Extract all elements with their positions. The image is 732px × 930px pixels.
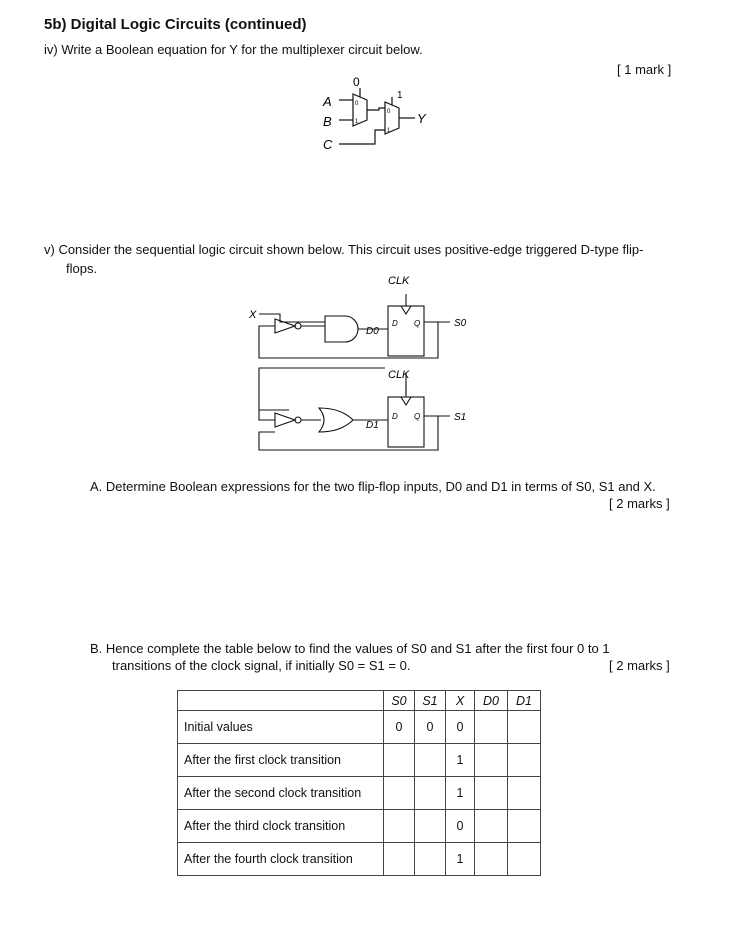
cell-x: 1 — [446, 777, 475, 810]
question-v-text-line1: v) Consider the sequential logic circuit shown below. This circuit uses positive-edge triggered D-type flip- — [44, 242, 644, 257]
row-label: Initial values — [178, 711, 384, 744]
ff1-q-pin: Q — [414, 412, 421, 421]
table-row — [178, 711, 541, 744]
table-header-x: X — [446, 691, 475, 711]
part-a-marks: [ 2 marks ] — [609, 496, 670, 511]
ff1-d-pin: D — [392, 412, 398, 421]
cell-s1[interactable]: 0 — [415, 711, 446, 744]
table-header-s0: S0 — [384, 691, 415, 711]
cell-x: 1 — [446, 843, 475, 876]
input-c-label: C — [323, 137, 333, 152]
row-label: After the second clock transition — [178, 777, 384, 810]
cell-d0[interactable] — [475, 810, 508, 843]
multiplexer-circuit — [315, 70, 440, 155]
cell-s0[interactable] — [384, 744, 415, 777]
input-b-label: B — [323, 114, 332, 129]
section-title: 5b) Digital Logic Circuits (continued) — [44, 16, 307, 33]
cell-s0[interactable] — [384, 777, 415, 810]
question-v-text-line2: flops. — [66, 261, 98, 276]
input-a-label: A — [323, 94, 332, 109]
part-b-text-line1: B. Hence complete the table below to find the values of S0 and S1 after the first four 0 to 1 — [90, 641, 610, 656]
cell-d1[interactable] — [508, 843, 541, 876]
part-a-text: A. Determine Boolean expressions for the two flip-flop inputs, D0 and D1 in terms of S0, S1 and X. — [90, 479, 656, 494]
table-header-row — [178, 691, 541, 711]
table-header-s1: S1 — [415, 691, 446, 711]
row-label: After the fourth clock transition — [178, 843, 384, 876]
sequential-circuit — [245, 270, 475, 460]
cell-s1[interactable] — [415, 810, 446, 843]
cell-s1[interactable] — [415, 843, 446, 876]
cell-s0[interactable] — [384, 843, 415, 876]
output-y-label: Y — [417, 111, 426, 126]
state-table — [177, 690, 541, 876]
mux0-port-0: 0 — [355, 101, 359, 107]
or-gate-bottom — [319, 408, 353, 432]
and-gate-top — [325, 316, 358, 342]
table-header-d1: D1 — [508, 691, 541, 711]
cell-x: 0 — [446, 810, 475, 843]
mux1-port-0: 0 — [387, 109, 391, 115]
ff0-d-pin: D — [392, 319, 398, 328]
cell-s1[interactable] — [415, 744, 446, 777]
cell-s0[interactable] — [384, 810, 415, 843]
cell-d0[interactable] — [475, 711, 508, 744]
cell-d1[interactable] — [508, 777, 541, 810]
select-label-1: 1 — [397, 90, 403, 101]
cell-d0[interactable] — [475, 843, 508, 876]
table-row — [178, 744, 541, 777]
cell-s1[interactable] — [415, 777, 446, 810]
inverter-bottom — [275, 413, 295, 427]
cell-s0[interactable]: 0 — [384, 711, 415, 744]
cell-d1[interactable] — [508, 810, 541, 843]
s0-output-label: S0 — [454, 318, 467, 329]
cell-d0[interactable] — [475, 744, 508, 777]
part-b-text-line2: transitions of the clock signal, if initially S0 = S1 = 0. — [112, 658, 411, 673]
x-input-label: X — [249, 309, 257, 321]
part-b-marks: [ 2 marks ] — [609, 658, 670, 673]
cell-x: 0 — [446, 711, 475, 744]
d1-label: D1 — [366, 420, 379, 431]
d0-label: D0 — [366, 326, 379, 337]
question-iv-marks: [ 1 mark ] — [617, 62, 672, 77]
table-row — [178, 810, 541, 843]
inverter-top — [275, 319, 295, 333]
row-label: After the third clock transition — [178, 810, 384, 843]
table-row — [178, 777, 541, 810]
mux0-port-1: 1 — [355, 119, 359, 125]
question-iv-text: iv) Write a Boolean equation for Y for the multiplexer circuit below. — [44, 42, 423, 57]
cell-d0[interactable] — [475, 777, 508, 810]
table-header-blank — [178, 691, 384, 711]
table-header-d0: D0 — [475, 691, 508, 711]
clk-label-bottom: CLK — [388, 369, 410, 381]
select-label-0: 0 — [353, 75, 360, 89]
row-label: After the first clock transition — [178, 744, 384, 777]
ff0-q-pin: Q — [414, 319, 421, 328]
mux1-port-1: 1 — [387, 128, 391, 134]
cell-d1[interactable] — [508, 744, 541, 777]
s1-output-label: S1 — [454, 412, 467, 423]
cell-d1[interactable] — [508, 711, 541, 744]
table-row — [178, 843, 541, 876]
cell-x: 1 — [446, 744, 475, 777]
clk-label-top: CLK — [388, 275, 410, 287]
